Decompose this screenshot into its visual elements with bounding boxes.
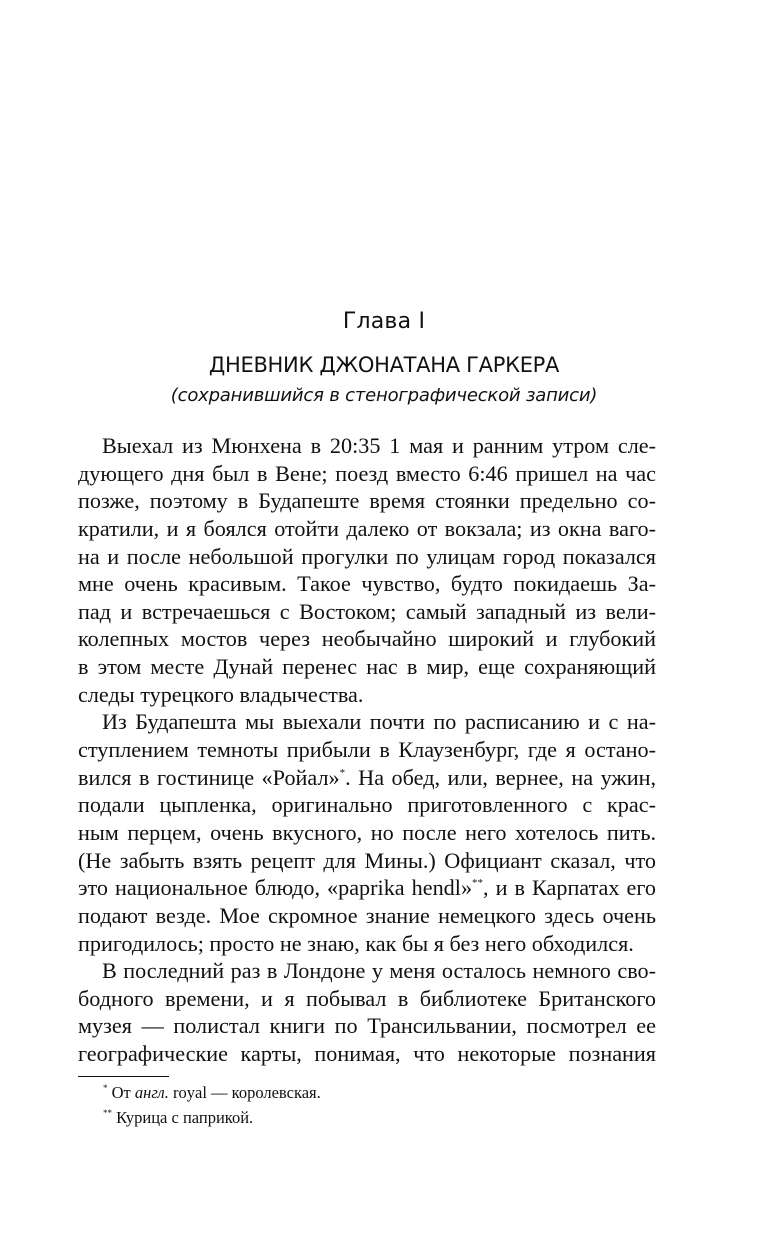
- footnote-mark: **: [103, 1108, 112, 1118]
- footnote-prefix: От: [111, 1083, 135, 1102]
- text-line: ным перцем, очень вкусного, но после него хотелось пить.: [78, 819, 656, 845]
- text-line: позже, поэтому в Будапеште время стоянки предельно со-: [78, 488, 656, 514]
- footnotes: [103, 1080, 321, 1130]
- text-line: следы турецкого владычества.: [78, 681, 364, 707]
- text-line: в этом месте Дунай перенес нас в мир, еще сохраняющий: [78, 654, 656, 680]
- footnote-divider: [78, 1076, 169, 1077]
- text-line: кратили, и я боялся отойти далеко от вокзала; из окна ваго-: [78, 515, 656, 541]
- footnote-item: [103, 1080, 321, 1105]
- text-line: подали цыпленка, оригинально приготовленного с крас-: [78, 792, 656, 818]
- text-line: пад и встречаешься с Востоком; самый западный из вели-: [78, 598, 656, 624]
- text-segment: , и в Карпатах его: [483, 875, 656, 901]
- text-segment: это национальное блюдо, «paprika hendl»: [78, 875, 473, 901]
- footnote-mark: *: [103, 1083, 108, 1093]
- text-segment: вился в гостинице «Ройал»: [78, 764, 340, 790]
- text-line: на и после небольшой прогулки по улицам город показался: [78, 543, 656, 569]
- footnote-abbreviation: англ.: [134, 1083, 169, 1102]
- text-line: бодного времени, и я побывал в библиотеке Британского: [78, 985, 656, 1011]
- text-line: колепных мостов через необычайно широкий и глубокий: [78, 626, 656, 652]
- footnote-item: [103, 1105, 321, 1130]
- text-line: дующего дня был в Вене; поезд вместо 6:46 пришел на час: [78, 460, 656, 486]
- text-line: музея — полистал книги по Трансильвании, посмотрел ее: [78, 1013, 656, 1039]
- text-line: ступлением темноты прибыли в Клаузенбург, где я остано-: [78, 737, 656, 763]
- text-line: (Не забыть взять рецепт для Мины.) Официант сказал, что: [78, 847, 656, 873]
- chapter-title: ДНЕВНИК ДЖОНАТАНА ГАРКЕРА: [208, 353, 560, 377]
- footnote-reference[interactable]: *: [339, 766, 346, 779]
- footnote-text: royal — королевская.: [168, 1083, 321, 1102]
- text-line: пригодилось; просто не знаю, как бы я без него обходился.: [78, 930, 634, 956]
- body-text: [78, 432, 656, 1068]
- text-segment: . На обед, или, вернее, на ужин,: [345, 764, 656, 790]
- text-line: [78, 874, 656, 902]
- text-line: Выехал из Мюнхена в 20:35 1 мая и ранним утром сле-: [102, 433, 656, 458]
- footnote-reference[interactable]: **: [472, 877, 484, 890]
- text-line: географические карты, понимая, что некоторые познания: [78, 1041, 656, 1067]
- text-line: [78, 764, 656, 792]
- text-line: В последний раз в Лондоне у меня осталось немного сво-: [102, 958, 656, 984]
- chapter-number: Глава I: [342, 309, 426, 334]
- text-line: подают везде. Мое скромное знание немецкого здесь очень: [78, 902, 656, 928]
- text-line: мне очень красивым. Такое чувство, будто покидаешь За-: [78, 571, 656, 597]
- text-line: Из Будапешта мы выехали почти по расписанию и с на-: [102, 709, 656, 735]
- footnote-text: Курица с паприкой.: [116, 1108, 254, 1127]
- chapter-subtitle: (сохранившийся в стенографической записи): [170, 385, 598, 406]
